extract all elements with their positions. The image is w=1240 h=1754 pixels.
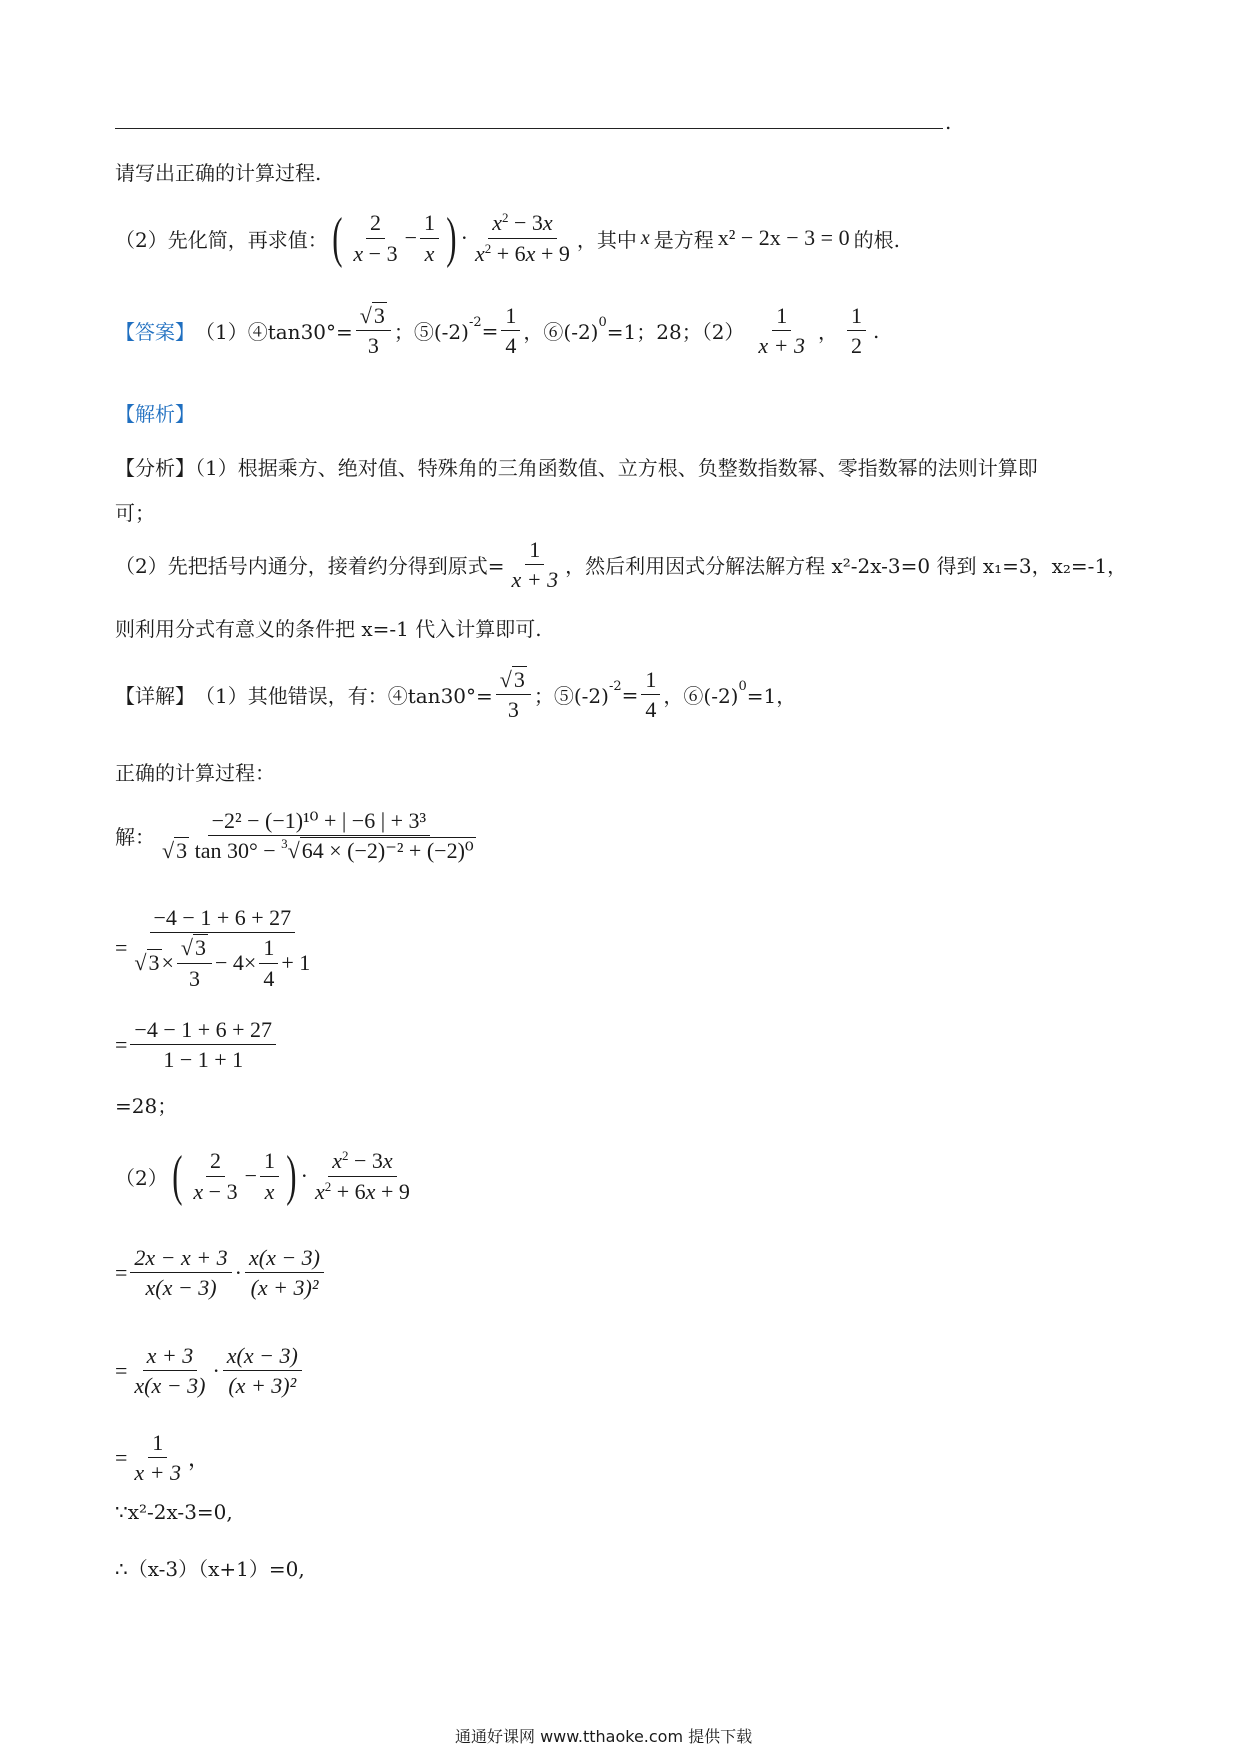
answer-line: 【答案】 （1）④tan30°= $\frac{√3}{3}$ ；⑤(-2) -2 = $\frac{1}{4}$ ，⑥(-2) 0 =1；28；（2） $\frac{1}{x + 3}$ ， $\frac{1}{2}$ . — [115, 303, 880, 359]
q2-expression: ( $\frac{2}{x - 3}$ − $\frac{1}{x}$ ) · $\frac{x^2 - 3x}{x^2 + 6x + 9}$ — [331, 207, 570, 269]
q2-label: （2）先化简，再求值： — [115, 227, 328, 252]
answer-frac-1-over-2: $\frac{1}{2}$ — [847, 303, 866, 359]
step1-fraction: $\frac{\text{−2² − (−1)¹⁰ + | −6 | + 3³}}{√3 \tan 30^\circ - ^3√64 \times (-2)^{-2} + (-2)^0}$ — [162, 808, 474, 864]
fenxi-line2: 可； — [115, 501, 155, 525]
step3: = $\frac{-4 - 1 + 6 + 27}{1 - 1 + 1}$ — [115, 1017, 279, 1073]
fenxi-tag: 【分析】 — [115, 456, 195, 480]
part2-expr: （2） ( $\frac{2}{x - 3}$ − $\frac{1}{x}$ ) · $\frac{x^2 - 3x}{x^2 + 6x + 9}$ — [115, 1145, 410, 1207]
correct-process-label: 正确的计算过程： — [115, 761, 275, 785]
q2-text-b: 是方程 — [653, 227, 714, 252]
footer-text: 通通好课网 www.tthaoke.com 提供下载 — [455, 1727, 753, 1746]
answer-tag: 【答案】 — [115, 320, 195, 345]
because-line: ∵x²-2x-3=0, — [115, 1500, 233, 1524]
fenxi-line1: 【分析】（1）根据乘方、绝对值、特殊角的三角函数值、立方根、负整数指数幂、零指数幂的法则计算即 — [115, 456, 1038, 480]
answer-part5: =1；28；（2） — [606, 320, 745, 345]
analysis-tag: 【解析】 — [115, 402, 195, 426]
answer-frac-1-over-4: $\frac{1}{4}$ — [501, 303, 520, 359]
answer-frac-1-over-x3: $\frac{1}{x + 3}$ — [758, 303, 806, 359]
fenxi-part3: 则利用分式有意义的条件把 x=-1 代入计算即可. — [115, 617, 542, 641]
detail-line: 【详解】 （1）其他错误，有：④tan30°= $\frac{√3}{3}$ ；⑤(-2) -2 = $\frac{1}{4}$ ，⑥(-2) 0 =1， — [115, 667, 797, 723]
part2-step1: = $\frac{2x - x + 3}{x(x - 3)}$ · $\frac{x(x - 3)}{\text{(x + 3)²}}$ — [115, 1245, 327, 1301]
answer-frac-sqrt3-over-3: $\frac{√3}{3}$ — [356, 303, 391, 359]
answer-part2: ；⑤(-2) — [393, 320, 469, 345]
part2-step3: = $\frac{1}{x + 3}$ ， — [115, 1430, 211, 1486]
answer-part4: ，⑥(-2) — [523, 320, 599, 345]
therefore-line: ∴（x-3）（x+1）=0, — [115, 1557, 305, 1581]
question-2 — [115, 207, 900, 269]
instruction-text: 请写出正确的计算过程. — [115, 161, 322, 185]
blank-rule — [115, 128, 943, 129]
step2: = −4 − 1 + 6 + 27 √3 × $\frac{√3}{3}$ − 4× $\frac{1}{4}$ + 1 — [115, 905, 311, 991]
q2-equation: x² − 2x − 3 = 0 — [717, 225, 850, 250]
fenxi-frac: $\frac{1}{x + 3}$ — [511, 537, 559, 593]
answer-part3: = — [481, 318, 499, 343]
part2-step2: = $\frac{x + 3}{x(x - 3)}$ · $\frac{x(x - 3)}{\text{(x + 3)²}}$ — [115, 1343, 305, 1399]
step1-result: =28； — [115, 1094, 178, 1118]
q2-var-x: x — [640, 226, 650, 249]
q2-text-a: ，其中 — [576, 227, 637, 252]
fenxi-part2: （2）先把括号内通分，接着约分得到原式= $\frac{1}{x + 3}$ ，然后利用因式分解法解方程 x²-2x-3=0 得到 x₁=3，x₂=-1， — [115, 537, 1128, 593]
detail-tag: 【详解】 — [115, 684, 195, 709]
step1: 解： $\frac{\text{−2² − (−1)¹⁰ + | −6 | + 3³}}{√3 \tan 30^\circ - ^3√64 \times (-2)^{-2} + (-2)^0}$ — [115, 808, 483, 864]
answer-part1: （1）④tan30°= — [195, 320, 353, 345]
blank-rule-end: . — [945, 110, 952, 134]
q2-text-c: 的根. — [853, 227, 900, 252]
